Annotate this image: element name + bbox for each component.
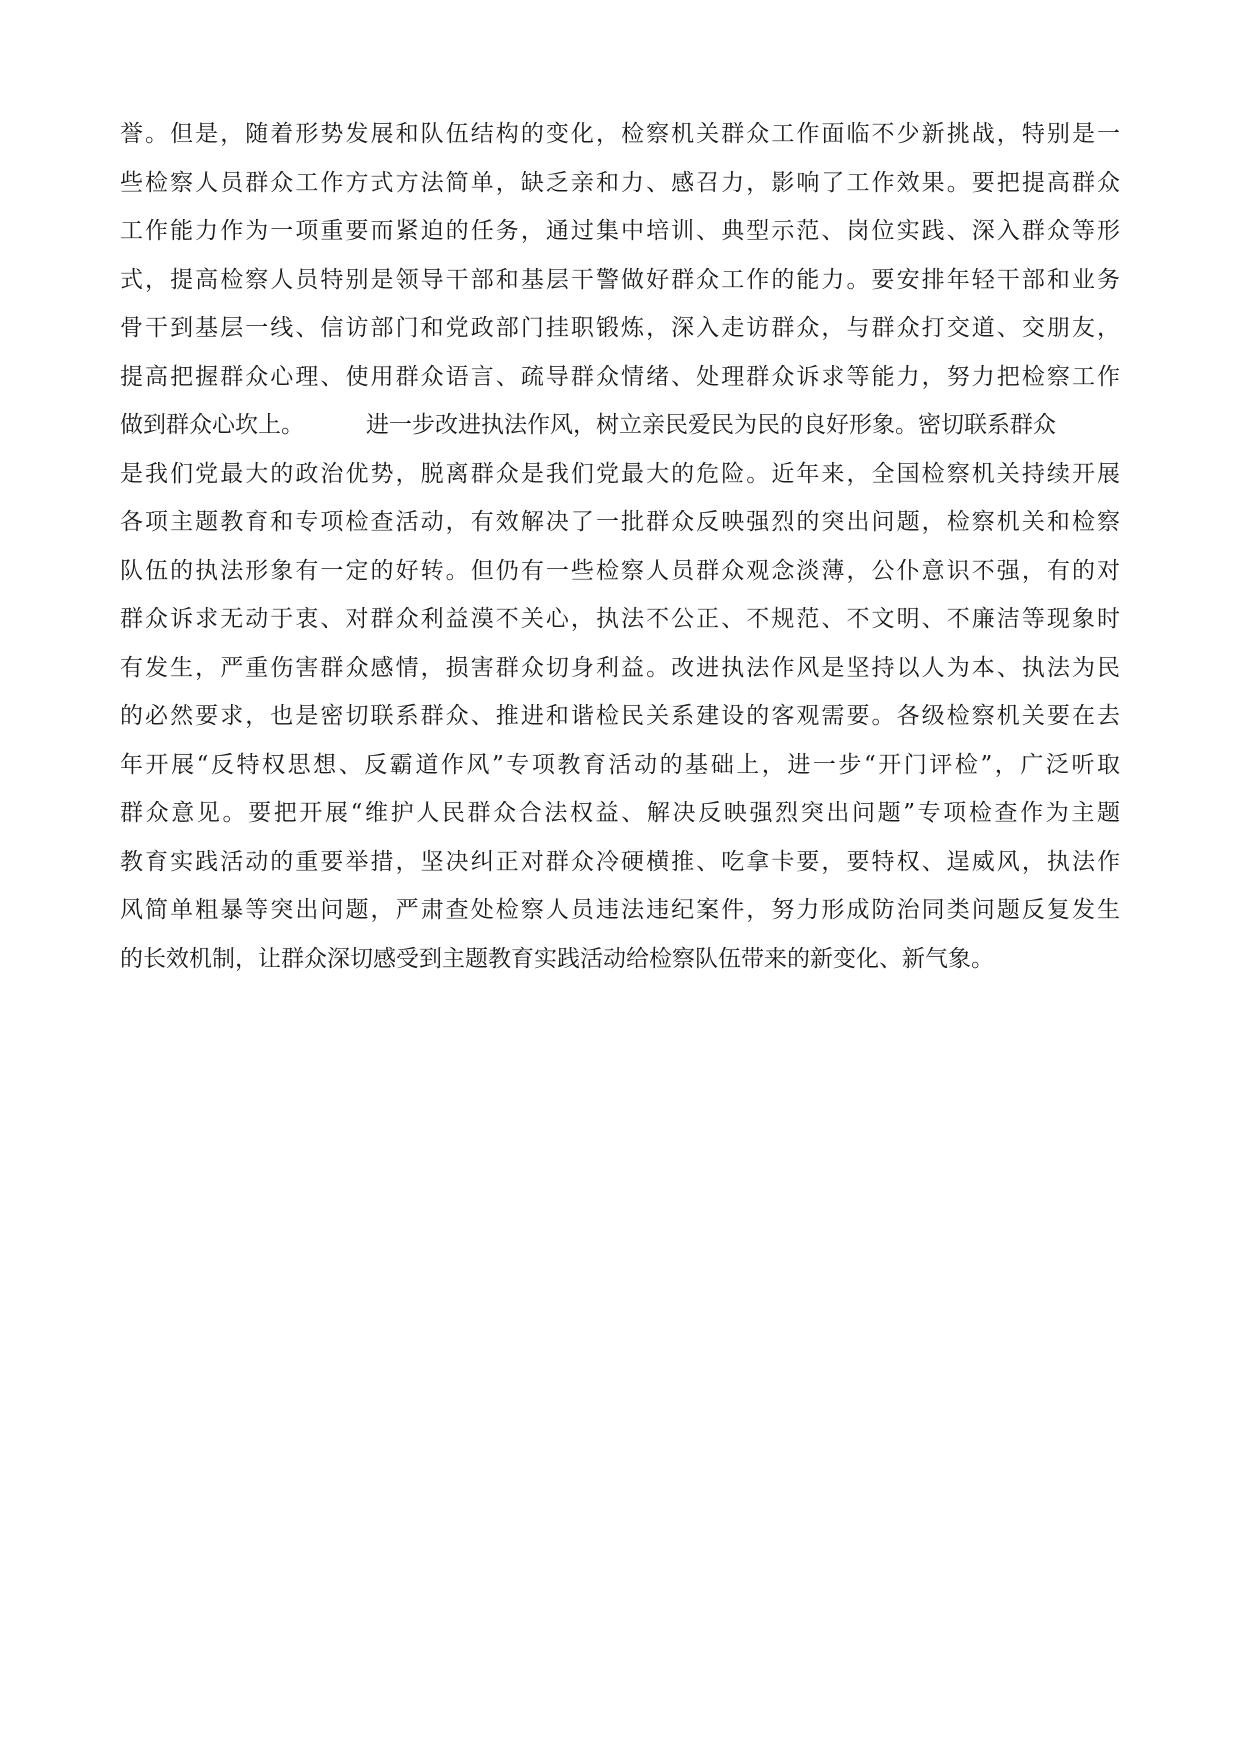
text-line: 是我们党最大的政治优势，脱离群众是我们党最大的危险。近年来，全国检察机关持续开展 — [120, 460, 1120, 487]
text-line: 教育实践活动的重要举措，坚决纠正对群众冷硬横推、吃拿卡要，要特权、逞威风，执法作 — [120, 848, 1120, 875]
text-line: 式，提高检察人员特别是领导干部和基层干警做好群众工作的能力。要安排年轻干部和业务 — [120, 266, 1120, 293]
text-line: 年开展“反特权思想、反霸道作风”专项教育活动的基础上，进一步“开门评检”，广泛听取 — [120, 751, 1120, 778]
text-line: 风简单粗暴等突出问题，严肃查处检察人员违法违纪案件，努力形成防治同类问题反复发生 — [120, 897, 1120, 923]
paragraph-end-text: 做到群众心坎上。 — [120, 412, 304, 438]
text-line: 队伍的执法形象有一定的好转。但仍有一些检察人员群众观念淡薄，公仆意识不强，有的对 — [120, 557, 1120, 584]
paragraph-start-text: 进一步改进执法作风，树立亲民爱民为民的良好形象。密切联系群众 — [366, 412, 1056, 438]
document-body — [120, 110, 1120, 983]
text-line-final: 的长效机制，让群众深切感受到主题教育实践活动给检察队伍带来的新变化、新气象。 — [120, 945, 994, 972]
text-line: 的必然要求，也是密切联系群众、推进和谐检民关系建设的客观需要。各级检察机关要在去 — [120, 703, 1120, 729]
text-line: 工作能力作为一项重要而紧迫的任务，通过集中培训、典型示范、岗位实践、深入群众等形 — [120, 218, 1120, 244]
text-line: 誉。但是，随着形势发展和队伍结构的变化，检察机关群众工作面临不少新挑战，特别是一 — [120, 121, 1120, 147]
text-line: 骨干到基层一线、信访部门和党政部门挂职锻炼，深入走访群众，与群众打交道、交朋友， — [120, 315, 1120, 341]
text-line: 群众诉求无动于衷、对群众利益漠不关心，执法不公正、不规范、不文明、不廉洁等现象时 — [120, 606, 1120, 632]
text-line: 各项主题教育和专项检查活动，有效解决了一批群众反映强烈的突出问题，检察机关和检察 — [120, 509, 1120, 535]
text-line: 些检察人员群众工作方式方法简单，缺乏亲和力、感召力，影响了工作效果。要把提高群众 — [120, 169, 1120, 196]
text-line-paragraph-break — [120, 401, 1120, 450]
text-line: 群众意见。要把开展“维护人民群众合法权益、解决反映强烈突出问题”专项检查作为主题 — [120, 800, 1120, 826]
text-line: 有发生，严重伤害群众感情，损害群众切身利益。改进执法作风是坚持以人为本、执法为民 — [120, 654, 1120, 681]
text-line: 提高把握群众心理、使用群众语言、疏导群众情绪、处理群众诉求等能力，努力把检察工作 — [120, 363, 1120, 390]
